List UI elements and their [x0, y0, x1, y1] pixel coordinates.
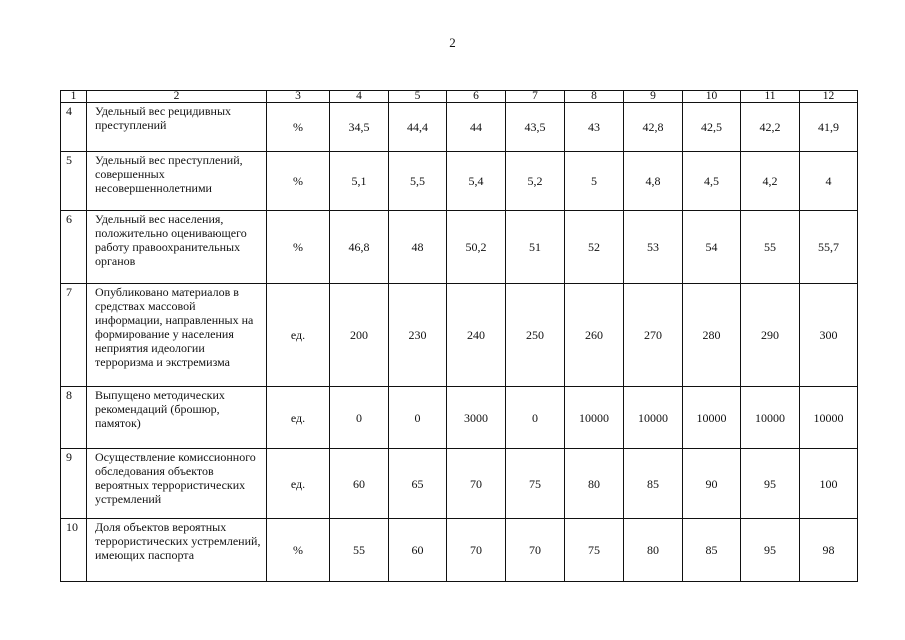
table-row	[61, 449, 858, 519]
value-cell: 90	[683, 449, 741, 519]
value-cell: 4,8	[624, 152, 683, 211]
value-cell: 46,8	[330, 211, 389, 284]
value-cell: 53	[624, 211, 683, 284]
value-cell: 48	[389, 211, 447, 284]
value-cell: 65	[389, 449, 447, 519]
indicator-name: Доля объектов вероятных террористических устремлений, имеющих паспорта	[87, 519, 267, 582]
value-cell: 95	[741, 519, 800, 582]
table-row	[61, 387, 858, 449]
header-cell: 8	[565, 91, 624, 103]
row-number: 8	[61, 387, 87, 449]
value-cell: 51	[506, 211, 565, 284]
unit-cell: %	[267, 103, 330, 152]
value-cell: 80	[624, 519, 683, 582]
unit-cell: ед.	[267, 387, 330, 449]
header-cell: 12	[800, 91, 858, 103]
value-cell: 55	[741, 211, 800, 284]
value-cell: 10000	[565, 387, 624, 449]
value-cell: 42,2	[741, 103, 800, 152]
value-cell: 98	[800, 519, 858, 582]
row-number: 4	[61, 103, 87, 152]
value-cell: 0	[330, 387, 389, 449]
value-cell: 10000	[683, 387, 741, 449]
value-cell: 52	[565, 211, 624, 284]
value-cell: 4	[800, 152, 858, 211]
value-cell: 5,1	[330, 152, 389, 211]
value-cell: 55,7	[800, 211, 858, 284]
page-number: 2	[449, 35, 456, 50]
value-cell: 270	[624, 284, 683, 387]
header-cell: 6	[447, 91, 506, 103]
value-cell: 75	[565, 519, 624, 582]
value-cell: 70	[506, 519, 565, 582]
row-number: 10	[61, 519, 87, 582]
value-cell: 34,5	[330, 103, 389, 152]
unit-cell: ед.	[267, 284, 330, 387]
unit-cell: %	[267, 519, 330, 582]
header-cell: 4	[330, 91, 389, 103]
header-cell: 11	[741, 91, 800, 103]
row-number: 9	[61, 449, 87, 519]
indicator-name: Осуществление комиссионного обследования объектов вероятных террористических устремлений	[87, 449, 267, 519]
table-row	[61, 211, 858, 284]
header-cell: 9	[624, 91, 683, 103]
table-row	[61, 103, 858, 152]
value-cell: 4,5	[683, 152, 741, 211]
value-cell: 42,8	[624, 103, 683, 152]
row-number: 5	[61, 152, 87, 211]
indicators-table	[60, 90, 858, 582]
value-cell: 4,2	[741, 152, 800, 211]
value-cell: 0	[506, 387, 565, 449]
table-row	[61, 519, 858, 582]
header-cell: 5	[389, 91, 447, 103]
value-cell: 3000	[447, 387, 506, 449]
header-cell: 3	[267, 91, 330, 103]
value-cell: 55	[330, 519, 389, 582]
indicator-name: Опубликовано материалов в средствах массовой информации, направленных на формирование у населения неприятия идеологии терроризма и экстремизма	[87, 284, 267, 387]
column-number-header-row	[61, 91, 858, 103]
row-number: 6	[61, 211, 87, 284]
value-cell: 260	[565, 284, 624, 387]
value-cell: 10000	[741, 387, 800, 449]
value-cell: 41,9	[800, 103, 858, 152]
value-cell: 5,5	[389, 152, 447, 211]
indicator-name: Выпущено методических рекомендаций (брошюр, памяток)	[87, 387, 267, 449]
value-cell: 60	[389, 519, 447, 582]
value-cell: 230	[389, 284, 447, 387]
value-cell: 5,4	[447, 152, 506, 211]
value-cell: 10000	[800, 387, 858, 449]
value-cell: 43,5	[506, 103, 565, 152]
value-cell: 70	[447, 449, 506, 519]
value-cell: 5	[565, 152, 624, 211]
value-cell: 290	[741, 284, 800, 387]
value-cell: 300	[800, 284, 858, 387]
header-cell: 10	[683, 91, 741, 103]
value-cell: 100	[800, 449, 858, 519]
value-cell: 10000	[624, 387, 683, 449]
indicator-name: Удельный вес населения, положительно оценивающего работу правоохранительных органов	[87, 211, 267, 284]
value-cell: 95	[741, 449, 800, 519]
value-cell: 50,2	[447, 211, 506, 284]
value-cell: 43	[565, 103, 624, 152]
value-cell: 200	[330, 284, 389, 387]
value-cell: 60	[330, 449, 389, 519]
value-cell: 75	[506, 449, 565, 519]
header-cell: 1	[61, 91, 87, 103]
unit-cell: %	[267, 152, 330, 211]
table-row	[61, 152, 858, 211]
value-cell: 44,4	[389, 103, 447, 152]
value-cell: 240	[447, 284, 506, 387]
value-cell: 70	[447, 519, 506, 582]
value-cell: 80	[565, 449, 624, 519]
value-cell: 42,5	[683, 103, 741, 152]
row-number: 7	[61, 284, 87, 387]
unit-cell: ед.	[267, 449, 330, 519]
indicator-name: Удельный вес рецидивных преступлений	[87, 103, 267, 152]
value-cell: 85	[683, 519, 741, 582]
value-cell: 5,2	[506, 152, 565, 211]
value-cell: 44	[447, 103, 506, 152]
value-cell: 54	[683, 211, 741, 284]
unit-cell: %	[267, 211, 330, 284]
table-row	[61, 284, 858, 387]
indicator-name: Удельный вес преступлений, совершенных несовершеннолетними	[87, 152, 267, 211]
header-cell: 2	[87, 91, 267, 103]
header-cell: 7	[506, 91, 565, 103]
value-cell: 85	[624, 449, 683, 519]
value-cell: 0	[389, 387, 447, 449]
value-cell: 250	[506, 284, 565, 387]
value-cell: 280	[683, 284, 741, 387]
